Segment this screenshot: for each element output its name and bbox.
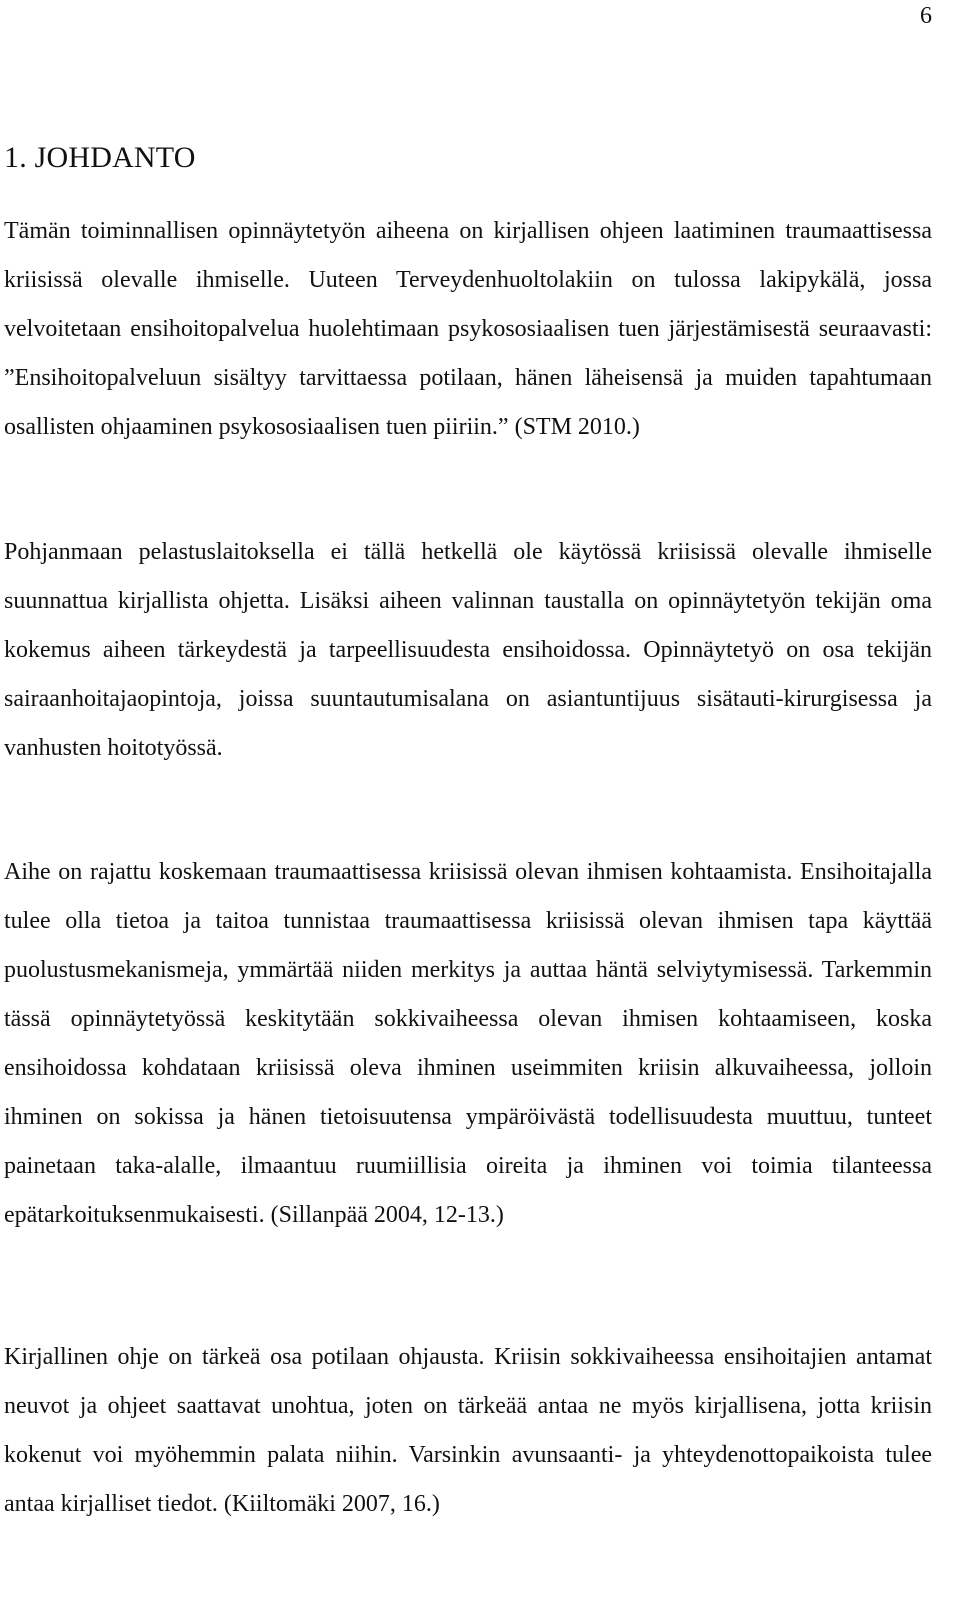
- page-number: 6: [920, 3, 932, 29]
- paragraph-2: Pohjanmaan pelastuslaitoksella ei tällä hetkellä ole käytössä kriisissä olevalle ihmiselle suunnattua kirjallista ohjetta. Lisäksi aiheen valinnan taustalla on opinnäytetyön tekijän oma kokemus aiheen tärkeydestä ja tarpeellisuudesta ensihoidossa. Opinnäytetyö on osa tekijän sairaanhoitajaopintoja, joissa suuntautumisalana on asiantuntijuus sisätauti-kirurgisessa ja vanhusten hoitotyössä.: [4, 539, 932, 761]
- paragraph-4: Kirjallinen ohje on tärkeä osa potilaan ohjausta. Kriisin sokkivaiheessa ensihoitajien antamat neuvot ja ohjeet saattavat unohtua, joten on tärkeää antaa ne myös kirjallisena, jotta kriisin kokenut voi myöhemmin palata niihin. Varsinkin avunsaanti- ja yhteydenottopaikoista tulee antaa kirjalliset tiedot. (Kiiltomäki 2007, 16.): [4, 1344, 932, 1517]
- paragraph-3: Aihe on rajattu koskemaan traumaattisessa kriisissä olevan ihmisen kohtaamista. Ensihoitajalla tulee olla tietoa ja taitoa tunnistaa traumaattisessa kriisissä olevan ihmisen tapa käyttää puolustusmekanismeja, ymmärtää niiden merkitys ja auttaa häntä selviytymisessä. Tarkemmin tässä opinnäytetyössä keskitytään sokkivaiheessa olevan ihmisen kohtaamiseen, koska ensihoidossa kohdataan kriisissä oleva ihminen useimmiten kriisin alkuvaiheessa, jolloin ihminen on sokissa ja hänen tietoisuutensa ympäröivästä todellisuudesta muuttuu, tunteet painetaan taka-alalle, ilmaantuu ruumiillisia oireita ja ihminen voi toimia tilanteessa epätarkoituksenmukaisesti. (Sillanpää 2004, 12-13.): [4, 859, 932, 1228]
- section-heading: 1. JOHDANTO: [4, 141, 196, 174]
- paragraph-1: Tämän toiminnallisen opinnäytetyön aiheena on kirjallisen ohjeen laatiminen traumaattisessa kriisissä olevalle ihmiselle. Uuteen Terveydenhuoltolakiin on tulossa lakipykälä, jossa velvoitetaan ensihoitopalvelua huolehtimaan psykososiaalisen tuen järjestämisestä seuraavasti: ”Ensihoitopalveluun sisältyy tarvittaessa potilaan, hänen läheisensä ja muiden tapahtumaan osallisten ohjaaminen psykososiaalisen tuen piiriin.” (STM 2010.): [4, 218, 932, 440]
